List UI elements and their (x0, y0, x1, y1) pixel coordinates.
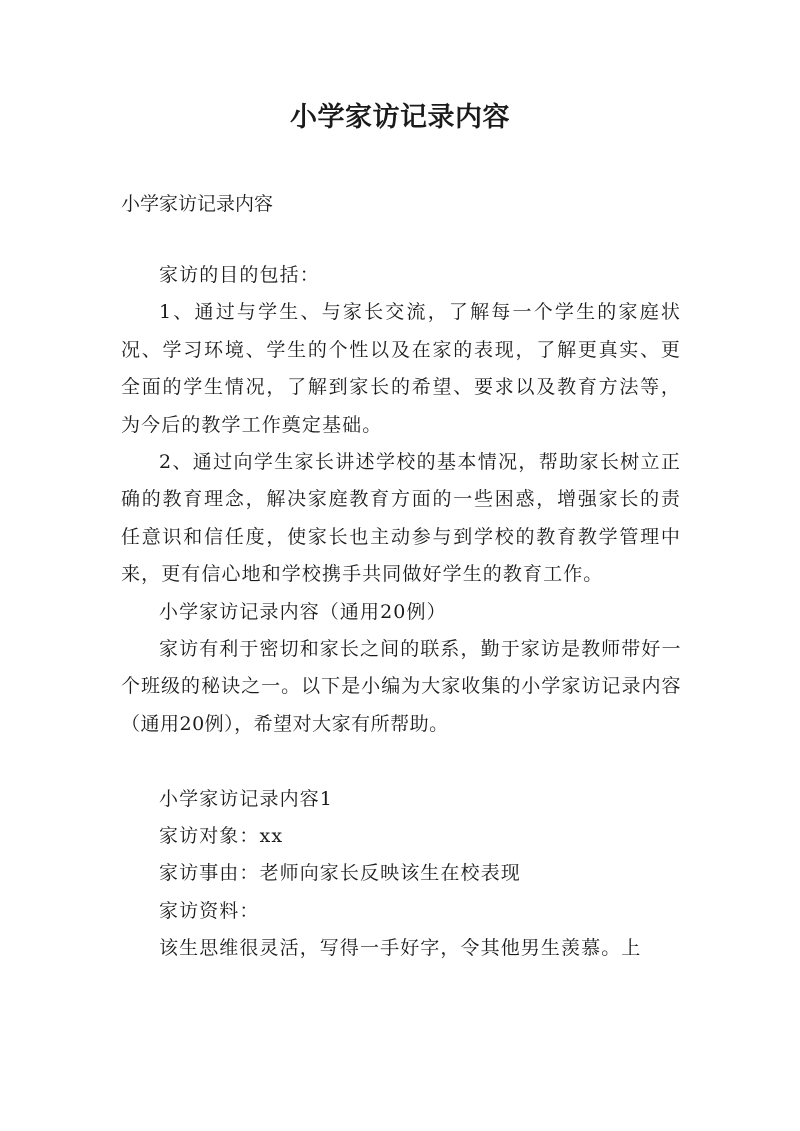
document-body (121, 257, 681, 968)
paragraph-purpose-2: 2、通过向学生家长讲述学校的基本情况，帮助家长树立正确的教育理念，解决家庭教育方面的一些困惑，增强家长的责任意识和信任度，使家长也主动参与到学校的教育教学管理中来，更有信心地和学校携手共同做好学生的教育工作。 (121, 451, 681, 586)
paragraph-visit-reason: 家访事由：老师向家长反映该生在校表现 (159, 862, 521, 885)
paragraph-visit-content: 该生思维很灵活，写得一手好字，令其他男生羡慕。上 (159, 937, 642, 960)
paragraph-visit-target: 家访对象：xx (159, 825, 284, 848)
paragraph-purpose-intro: 家访的目的包括： (159, 264, 320, 286)
blank-line (121, 743, 681, 780)
paragraph-visit-material: 家访资料： (159, 899, 260, 922)
paragraph-section-heading: 小学家访记录内容（通用20例） (159, 600, 447, 623)
paragraph-intro: 家访有利于密切和家长之间的联系，勤于家访是教师带好一个班级的秘诀之一。以下是小编为大家收集的小学家访记录内容（通用20例），希望对大家有所帮助。 (121, 638, 681, 735)
paragraph-purpose-1: 1、通过与学生、与家长交流，了解每一个学生的家庭状况、学习环境、学生的个性以及在家的表现，了解更真实、更全面的学生情况，了解到家长的希望、要求以及教育方法等，为今后的教学工作奠定基础。 (121, 301, 681, 436)
document-title: 小学家访记录内容 (290, 102, 510, 133)
paragraph-record-heading: 小学家访记录内容1 (159, 787, 333, 810)
document-subtitle: 小学家访记录内容 (121, 193, 274, 215)
